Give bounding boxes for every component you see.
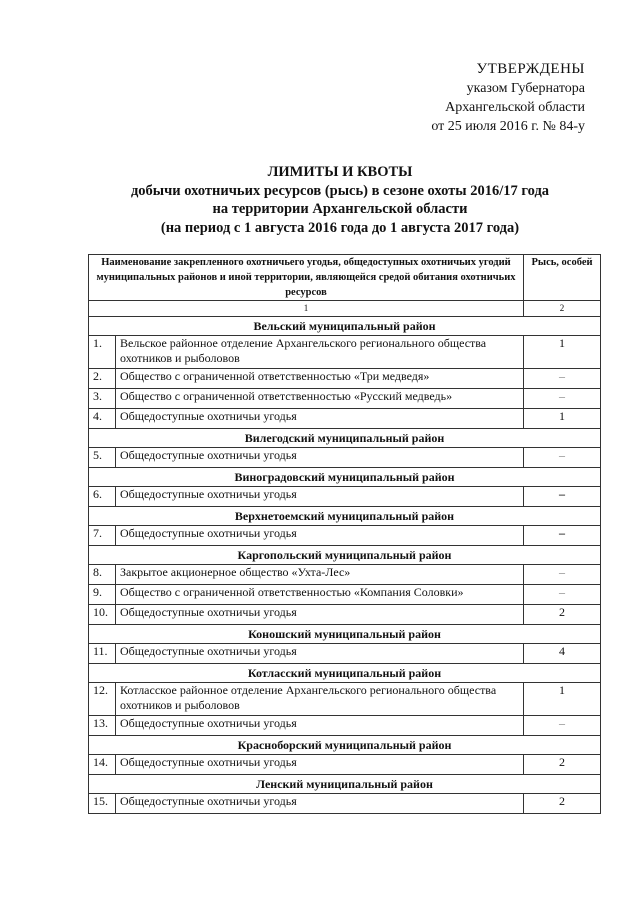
table-row <box>89 585 601 605</box>
table-row <box>89 565 601 585</box>
table-row <box>89 716 601 736</box>
row-value: – <box>524 585 601 605</box>
table-row <box>89 526 601 546</box>
district-row <box>89 468 601 487</box>
document-title <box>60 163 620 237</box>
row-value: 4 <box>524 644 601 664</box>
district-row <box>89 317 601 336</box>
district-name: Котласский муниципальный район <box>89 664 601 683</box>
district-row <box>89 429 601 448</box>
district-row <box>89 625 601 644</box>
row-number: 13. <box>89 716 116 736</box>
limits-table <box>88 254 601 814</box>
row-number: 9. <box>89 585 116 605</box>
table-row <box>89 369 601 389</box>
table-row <box>89 448 601 468</box>
row-number: 7. <box>89 526 116 546</box>
row-number: 4. <box>89 409 116 429</box>
district-name: Каргопольский муниципальный район <box>89 546 601 565</box>
row-value: 1 <box>524 409 601 429</box>
approval-line: Архангельской области <box>445 100 585 115</box>
row-number: 2. <box>89 369 116 389</box>
row-number: 6. <box>89 487 116 507</box>
column-number: 1 <box>89 301 524 317</box>
header-name: Наименование закрепленного охотничьего угодья, общедоступных охотничьих угодий муниципальных районов и иной территории, являющейся средой обитания охотничьих ресурсов <box>89 255 524 301</box>
district-name: Верхнетоемский муниципальный район <box>89 507 601 526</box>
row-name: Общедоступные охотничьи угодья <box>116 487 524 507</box>
row-value: 2 <box>524 794 601 814</box>
row-name: Общедоступные охотничьи угодья <box>116 755 524 775</box>
district-name: Красноборский муниципальный район <box>89 736 601 755</box>
table-row <box>89 336 601 369</box>
district-row <box>89 775 601 794</box>
title-line: ЛИМИТЫ И КВОТЫ <box>267 164 413 180</box>
row-name: Общество с ограниченной ответственностью «Компания Соловки» <box>116 585 524 605</box>
row-name: Закрытое акционерное общество «Ухта-Лес» <box>116 565 524 585</box>
district-row <box>89 736 601 755</box>
district-name: Ленский муниципальный район <box>89 775 601 794</box>
row-number: 12. <box>89 683 116 716</box>
district-name: Вельский муниципальный район <box>89 317 601 336</box>
row-value: 1 <box>524 683 601 716</box>
approval-heading: УТВЕРЖДЕНЫ <box>476 61 585 77</box>
row-number: 10. <box>89 605 116 625</box>
district-name: Виноградовский муниципальный район <box>89 468 601 487</box>
table-row <box>89 605 601 625</box>
row-number: 11. <box>89 644 116 664</box>
row-name: Общедоступные охотничьи угодья <box>116 644 524 664</box>
table-row <box>89 487 601 507</box>
district-row <box>89 664 601 683</box>
district-name: Вилегодский муниципальный район <box>89 429 601 448</box>
row-name: Общедоступные охотничьи угодья <box>116 526 524 546</box>
table-row <box>89 683 601 716</box>
row-name: Общедоступные охотничьи угодья <box>116 794 524 814</box>
approval-line: указом Губернатора <box>466 81 585 96</box>
row-value: 2 <box>524 605 601 625</box>
row-name: Общедоступные охотничьи угодья <box>116 716 524 736</box>
row-name: Вельское районное отделение Архангельского регионального общества охотников и рыболовов <box>116 336 524 369</box>
table-row <box>89 794 601 814</box>
header-value: Рысь, особей <box>524 255 601 301</box>
row-name: Общедоступные охотничьи угодья <box>116 605 524 625</box>
row-value: – <box>524 369 601 389</box>
title-line: (на период с 1 августа 2016 года до 1 августа 2017 года) <box>160 219 520 236</box>
district-name: Коношский муниципальный район <box>89 625 601 644</box>
row-value: – <box>524 716 601 736</box>
district-row <box>89 546 601 565</box>
title-line: на территории Архангельской области <box>212 201 468 217</box>
column-number-row <box>89 301 601 317</box>
table-header-row <box>89 255 601 301</box>
row-name: Котласское районное отделение Архангельского регионального общества охотников и рыболовов <box>116 683 524 716</box>
row-value: – <box>524 389 601 409</box>
row-name: Общество с ограниченной ответственностью «Три медведя» <box>116 369 524 389</box>
table-row <box>89 389 601 409</box>
row-value: – <box>524 526 601 546</box>
row-number: 1. <box>89 336 116 369</box>
row-value: – <box>524 565 601 585</box>
row-name: Общедоступные охотничьи угодья <box>116 409 524 429</box>
row-number: 8. <box>89 565 116 585</box>
row-number: 5. <box>89 448 116 468</box>
title-line: добычи охотничьих ресурсов (рысь) в сезоне охоты 2016/17 года <box>130 182 550 199</box>
table-row <box>89 755 601 775</box>
row-value: 2 <box>524 755 601 775</box>
row-value: – <box>524 448 601 468</box>
table-row <box>89 409 601 429</box>
row-value: – <box>524 487 601 507</box>
row-name: Общедоступные охотничьи угодья <box>116 448 524 468</box>
district-row <box>89 507 601 526</box>
column-number: 2 <box>524 301 601 317</box>
approval-block <box>380 60 585 136</box>
row-value: 1 <box>524 336 601 369</box>
row-number: 3. <box>89 389 116 409</box>
table-row <box>89 644 601 664</box>
row-number: 14. <box>89 755 116 775</box>
approval-date: от 25 июля 2016 г. № 84-у <box>431 119 585 134</box>
row-name: Общество с ограниченной ответственностью «Русский медведь» <box>116 389 524 409</box>
row-number: 15. <box>89 794 116 814</box>
